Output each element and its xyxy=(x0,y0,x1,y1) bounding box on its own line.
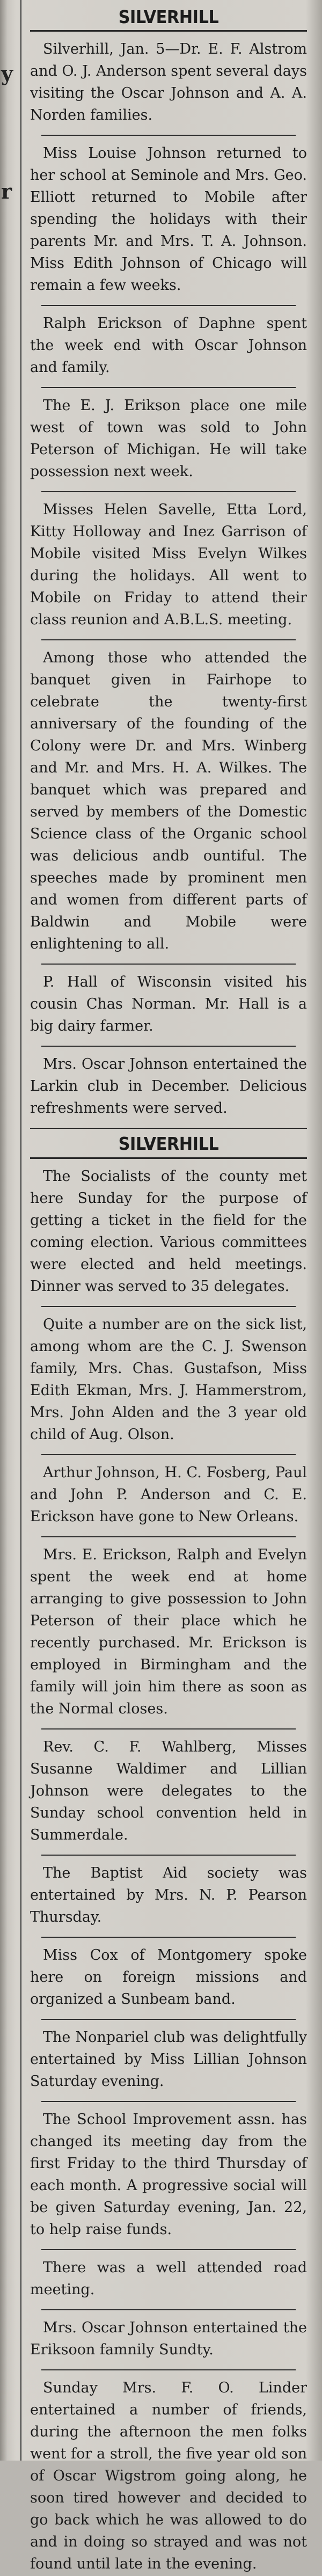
news-item: Arthur Johnson, H. C. Fosberg, Paul and John P. Anderson and C. E. Erickson have gone to New Orleans. xyxy=(30,1464,307,1525)
section-heading: SILVERHILL xyxy=(118,6,219,27)
news-item: Miss Cox of Montgomery spoke here on foreign missions and organized a Sunbeam band. xyxy=(30,1946,307,2008)
item-separator xyxy=(41,387,296,388)
item-separator xyxy=(41,1728,296,1730)
item-separator xyxy=(41,2249,296,2250)
news-item: Misses Helen Savelle, Etta Lord, Kitty Holloway and Inez Garrison of Mobile visited Miss Evelyn Wilkes during the holidays. All went to Mobile on Friday to attend their class reunion and A.B.L.S. meeting. xyxy=(30,501,307,629)
column-rule xyxy=(20,0,21,2461)
section-heading: SILVERHILL xyxy=(118,1133,219,1155)
item-separator xyxy=(41,639,296,640)
news-item: Quite a number are on the sick list, among whom are the C. J. Swenson family, Mrs. Chas. Gustafson, Miss Edith Ekman, Mrs. J. Hammerstrom, Mrs. John Alden and the 3 year old child of Aug. Olson. xyxy=(30,1316,307,1443)
news-item: The Socialists of the county met here Sunday for the purpose of getting a ticket in the field for the coming election. Various committees were elected and held meetings. Dinner was served to 35 delegates. xyxy=(30,1167,307,1295)
cropped-letter-fragment: y xyxy=(1,61,13,85)
item-separator xyxy=(41,964,296,965)
item-separator xyxy=(41,1536,296,1537)
news-item: Among those who attended the banquet given in Fairhope to celebrate the twenty-first anniversary of the founding of the Colony were Dr. and Mrs. Winberg and Mr. and Mrs. H. A. Wilkes. The banquet which was prepared and served by members of the Domestic Science class of the Organic school was delicious andb ountiful. The speeches made by prominent men and women from different parts of Baldwin and Mobile were enlightening to all. xyxy=(30,650,307,953)
cropped-letter-fragment: r xyxy=(1,179,12,203)
item-separator xyxy=(41,2101,296,2102)
item-separator xyxy=(41,1046,296,1047)
news-item: Ralph Erickson of Daphne spent the week end with Oscar Johnson and family. xyxy=(30,315,307,376)
news-item: Mrs. Oscar Johnson entertained the Eriksoon famnily Sundty. xyxy=(30,2319,307,2358)
section-rule xyxy=(30,1128,307,1129)
item-separator xyxy=(41,135,296,136)
item-separator xyxy=(41,1937,296,1938)
news-item: P. Hall of Wisconsin visited his cousin Chas Norman. Mr. Hall is a big dairy farmer. xyxy=(30,974,307,1035)
heading-rule xyxy=(30,30,307,32)
news-item: Mrs. Oscar Johnson entertained the Larkin club in December. Delicious refreshments were served. xyxy=(30,1056,307,1117)
news-item: The Baptist Aid society was entertained by Mrs. N. P. Pearson Thursday. xyxy=(30,1864,307,1925)
item-separator xyxy=(41,1306,296,1307)
item-separator xyxy=(41,2369,296,2370)
news-item: Rev. C. F. Wahlberg, Misses Susanne Waldimer and Lillian Johnson were delegates to the Sunday school convention held in Summerdale. xyxy=(30,1738,307,1843)
news-item: Sunday Mrs. F. O. Linder entertained a number of friends, during the afternoon the men folks went for a stroll, the five year old son of Oscar Wigstrom going along, he soon tired however and decided to go back which he was allowed to do and in doing so strayed and was not found until late in the evening. xyxy=(30,2379,307,2572)
item-separator xyxy=(41,491,296,492)
news-item: The School Improvement assn. has changed its meeting day from the first Friday to the third Thursday of each month. A progressive social will be given Saturday evening, Jan. 22, to help raise funds. xyxy=(30,2111,307,2238)
item-separator xyxy=(41,1855,296,1856)
item-separator xyxy=(41,305,296,306)
news-column xyxy=(30,8,307,2576)
item-separator xyxy=(41,1454,296,1455)
news-item: Silverhill, Jan. 5—Dr. E. F. Alstrom and O. J. Anderson spent several days visiting the Oscar Johnson and A. A. Norden families. xyxy=(30,41,307,124)
heading-rule xyxy=(30,1157,307,1159)
news-item: Miss Louise Johnson returned to her school at Seminole and Mrs. Geo. Elliott returned to Mobile after spending the holidays with their parents Mr. and Mrs. T. A. Johnson. Miss Edith Johnson of Chicago will remain a few weeks. xyxy=(30,145,307,294)
news-item: Mrs. E. Erickson, Ralph and Evelyn spent the week end at home arranging to give possession to John Peterson of their place which he recently purchased. Mr. Erickson is employed in Birmingham and the family will join him there as soon as the Normal closes. xyxy=(30,1546,307,1717)
news-item: The E. J. Erikson place one mile west of town was sold to John Peterson of Michigan. He will take possession next week. xyxy=(30,397,307,480)
item-separator xyxy=(41,2019,296,2020)
item-separator xyxy=(41,2309,296,2310)
news-item: The Nonpariel club was delightfully entertained by Miss Lillian Johnson Saturday evening. xyxy=(30,2028,307,2090)
news-item: There was a well attended road meeting. xyxy=(30,2259,307,2298)
